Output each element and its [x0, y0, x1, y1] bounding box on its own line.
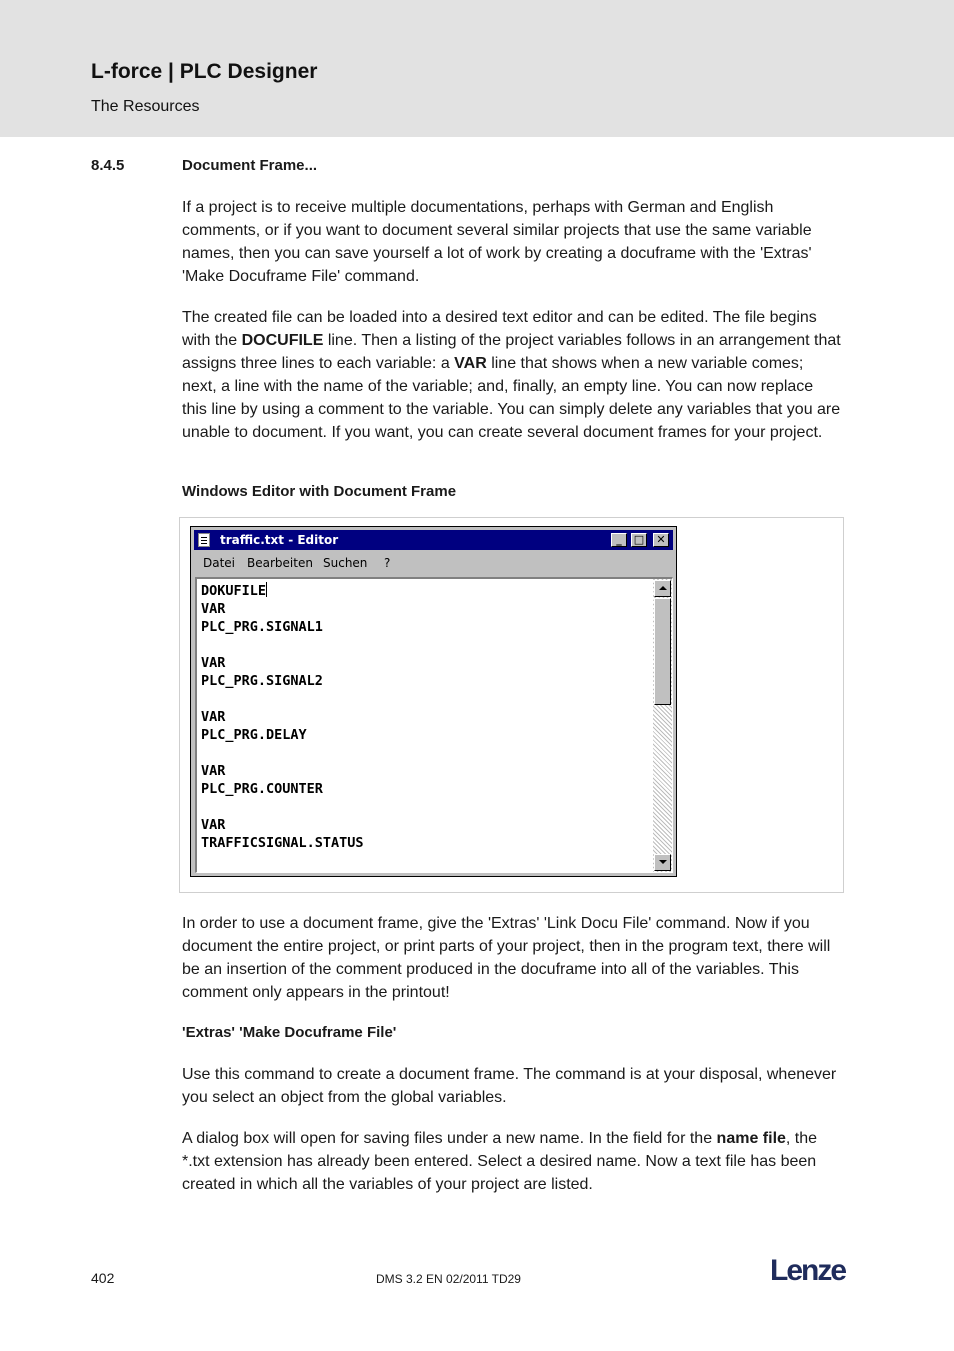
menu-item-help[interactable]: ? [384, 556, 391, 570]
section-title: Document Frame... [182, 157, 318, 174]
editor-line: PLC_PRG.SIGNAL1 [201, 619, 323, 635]
editor-window [190, 526, 677, 877]
scroll-down-arrow-icon [659, 860, 667, 864]
document-subtitle: The Resources [91, 98, 200, 115]
keyword-name-file: name file [716, 1130, 786, 1147]
window-title: traffic.txt - Editor [220, 533, 339, 547]
editor-line: PLC_PRG.DELAY [201, 727, 307, 743]
vertical-scrollbar[interactable] [653, 579, 672, 872]
paragraph-text: , the *.txt extension has already been entered. Select a desired name. Now a text file has been created in which all the variables of your project are listed. [182, 1130, 818, 1193]
maximize-button[interactable]: □ [631, 533, 647, 547]
text-caret [266, 582, 267, 597]
editor-line: VAR [201, 763, 226, 779]
figure-caption: Windows Editor with Document Frame [182, 483, 457, 500]
document-reference: DMS 3.2 EN 02/2011 TD29 [376, 1272, 521, 1286]
paragraph-text: The created file can be loaded into a desired text editor and can be edited. The file begins with the [182, 309, 817, 349]
section-number: 8.4.5 [91, 157, 125, 174]
scroll-up-arrow-icon [659, 586, 667, 590]
paragraph-dialog [182, 1127, 842, 1196]
paragraph-intro: If a project is to receive multiple documentations, perhaps with German and English comments, or if you want to document several similar projects that use the same variable names, then you can save yourself a lot of work by creating a docuframe with the 'Extras' 'Make Docuframe File' command. [182, 199, 812, 285]
paragraph-command-usage: Use this command to create a document frame. The command is at your disposal, whenever you select an object from the global variables. [182, 1066, 837, 1106]
menu-item-bearbeiten[interactable]: Bearbeiten [247, 556, 313, 570]
paragraph-file-structure [182, 306, 842, 444]
editor-line: VAR [201, 601, 226, 617]
menu-bar [194, 553, 673, 575]
minimize-button[interactable]: _ [611, 533, 627, 547]
editor-line: TRAFFICSIGNAL.STATUS [201, 835, 364, 851]
editor-line: VAR [201, 817, 226, 833]
editor-content [201, 582, 364, 852]
command-heading: 'Extras' 'Make Docuframe File' [182, 1024, 397, 1041]
editor-line: DOKUFILE [201, 583, 267, 599]
scrollbar-thumb[interactable] [654, 598, 671, 705]
editor-line: PLC_PRG.COUNTER [201, 781, 323, 797]
scroll-down-button[interactable] [654, 854, 671, 871]
menu-item-suchen[interactable]: Suchen [323, 556, 368, 570]
editor-line: PLC_PRG.SIGNAL2 [201, 673, 323, 689]
notepad-icon [198, 533, 210, 547]
window-titlebar[interactable] [194, 530, 673, 550]
keyword-var: VAR [454, 355, 487, 372]
paragraph-text: A dialog box will open for saving files under a new name. In the field for the [182, 1130, 717, 1147]
paragraph-link-docu: In order to use a document frame, give the 'Extras' 'Link Docu File' command. Now if you document the entire project, or print parts of your project, then in the program text, there will be an insertion of the comment produced in the docuframe into all of the variables. This comment only appears in the printout! [182, 915, 831, 1001]
text-editor-area[interactable] [195, 577, 673, 873]
editor-line: VAR [201, 655, 226, 671]
lenze-logo: Lenze [770, 1254, 846, 1287]
keyword-docufile: DOCUFILE [241, 332, 324, 349]
editor-line: VAR [201, 709, 226, 725]
page-number: 402 [91, 1270, 115, 1286]
paragraph-text: line that shows when a new variable comes; next, a line with the name of the variable; and, finally, an empty line. You can now replace this line by using a comment to the variable. You can simply delete any variables that you are unable to document. If you want, you can create several document frames for your project. [182, 355, 841, 441]
menu-item-datei[interactable]: Datei [203, 556, 236, 570]
close-button[interactable]: ✕ [653, 533, 669, 547]
paragraph-text: line. Then a listing of the project variables follows in an arrangement that assigns three lines to each variable: a [182, 332, 841, 372]
document-title: L-force | PLC Designer [91, 60, 318, 83]
scroll-up-button[interactable] [654, 580, 671, 597]
